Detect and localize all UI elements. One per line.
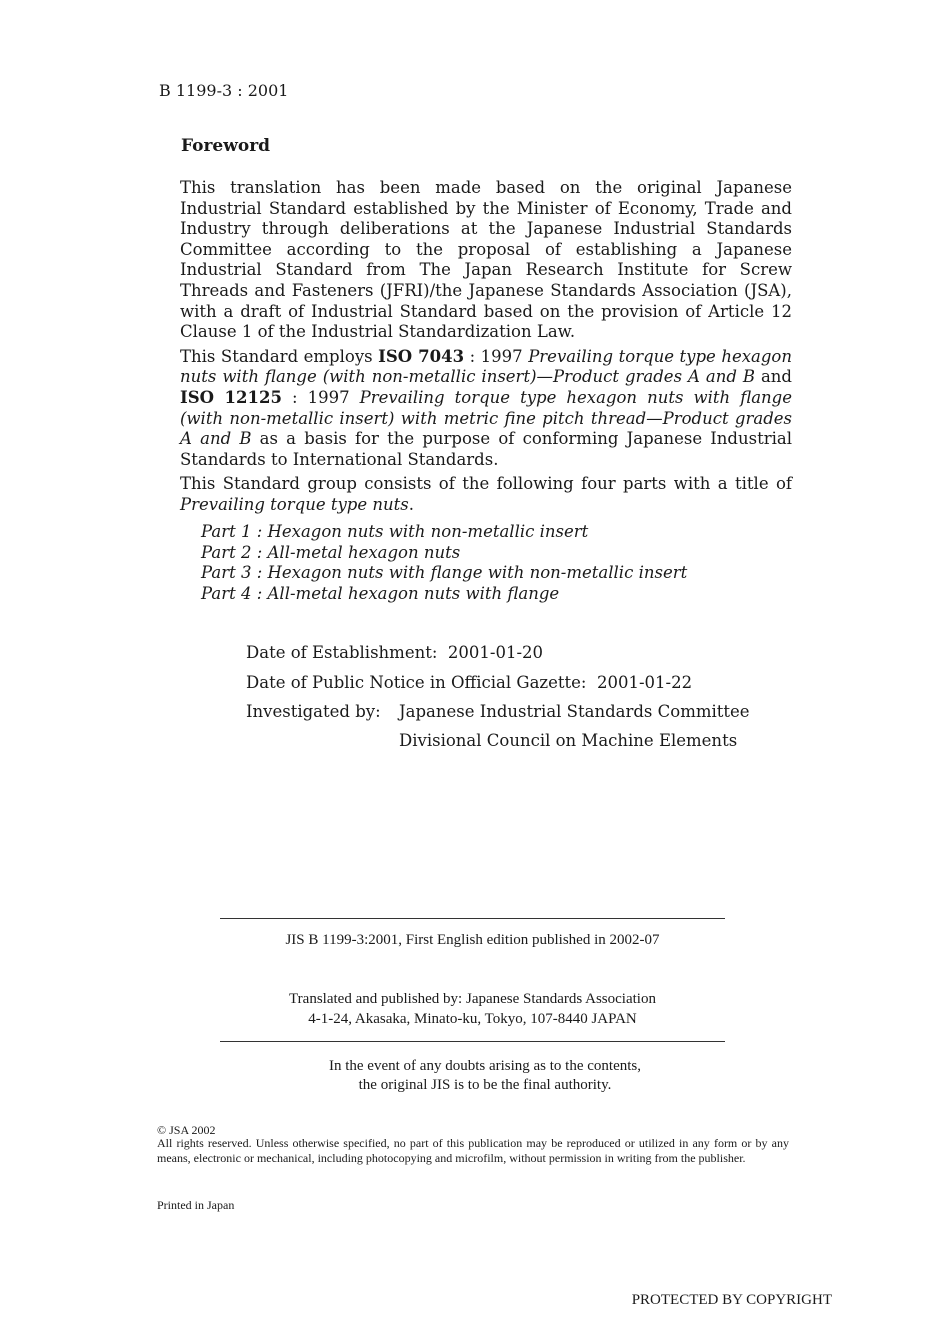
foreword-paragraph-3 (180, 474, 792, 515)
p3-text: This Standard group consists of the following four parts with a title of (180, 474, 792, 494)
printed-in: Printed in Japan (157, 1198, 235, 1212)
translated-by: Translated and published by: Japanese Standards Association (289, 991, 656, 1007)
foreword-paragraph-1: This translation has been made based on the original Japanese Industrial Standard established by the Minister of Economy, Trade and Industry through deliberations at the Japanese Industrial Standards Committee according to the proposal of establishing a Japanese Industrial Standard from The Japan Research Institute for Screw Threads and Fasteners (JFRI)/the Japanese Standards Association (JSA), with a draft of Industrial Standard based on the provision of Article 12 Clause 1 of the Industrial Standardization Law. (180, 178, 792, 342)
part-item: Part 3 : Hexagon nuts with flange with non-metallic insert (201, 563, 688, 583)
edition-line: JIS B 1199-3:2001, First English edition published in 2002-07 (285, 932, 660, 948)
gazette-value: 2001-01-22 (596, 673, 693, 692)
gazette-date (246, 673, 692, 692)
part-item: Part 2 : All-metal hexagon nuts (201, 542, 461, 562)
p2-text: and (755, 367, 792, 387)
divider (220, 1041, 725, 1042)
establishment-value: 2001-01-20 (447, 643, 544, 662)
part-item: Part 1 : Hexagon nuts with non-metallic insert (201, 522, 589, 541)
investigated-label: Investigated by: (246, 702, 381, 721)
copyright-notice: © JSA 2002 (157, 1123, 216, 1137)
series-title: Prevailing torque type nuts (180, 494, 409, 514)
divider (220, 918, 725, 919)
establishment-date (246, 643, 543, 662)
authority-notice-1: In the event of any doubts arising as to the contents, (328, 1058, 641, 1074)
foreword-title: Foreword (181, 136, 271, 156)
foreword-paragraph-2 (180, 347, 792, 471)
foreword-body (180, 178, 792, 520)
p2-text: : 1997 (464, 346, 529, 366)
parts-list (201, 522, 687, 604)
investigated-line-1: Japanese Industrial Standards Committee (399, 702, 750, 721)
iso-12125-title: Prevailing torque type hexagon nuts with flange (with non-metallic insert) with metric fine pitch thread—Product grades A and B (180, 387, 792, 449)
p2-text: : 1997 (281, 387, 360, 407)
publisher-address: 4-1-24, Akasaka, Minato-ku, Tokyo, 107-8440 JAPAN (308, 1011, 637, 1027)
authority-notice-2: the original JIS is to be the final authority. (358, 1077, 612, 1093)
iso-12125-ref: ISO 12125 (180, 387, 282, 407)
iso-7043-title: Prevailing torque type hexagon nuts with flange (with non-metallic insert)—Product grades A and B (180, 346, 792, 387)
p2-text: This Standard employs (180, 346, 379, 366)
document-code: B 1199-3 : 2001 (159, 81, 289, 100)
rights-statement: All rights reserved. Unless otherwise specified, no part of this publication may be reproduced or utilized in any form or by any means, electronic or mechanical, including photocopying and microfilm, without permission in writing from the publisher. (157, 1136, 789, 1165)
iso-7043-ref: ISO 7043 (378, 346, 465, 366)
gazette-label: Date of Public Notice in Official Gazette: (246, 673, 587, 692)
part-item: Part 4 : All-metal hexagon nuts with flange (201, 583, 560, 603)
p3-text: . (408, 494, 414, 514)
investigated-line-2: Divisional Council on Machine Elements (399, 731, 738, 750)
p2-text: as a basis for the purpose of conforming Japanese Industrial Standards to International Standards. (180, 429, 792, 469)
protected-by-copyright: PROTECTED BY COPYRIGHT (631, 1292, 832, 1308)
establishment-label: Date of Establishment: (246, 643, 438, 662)
